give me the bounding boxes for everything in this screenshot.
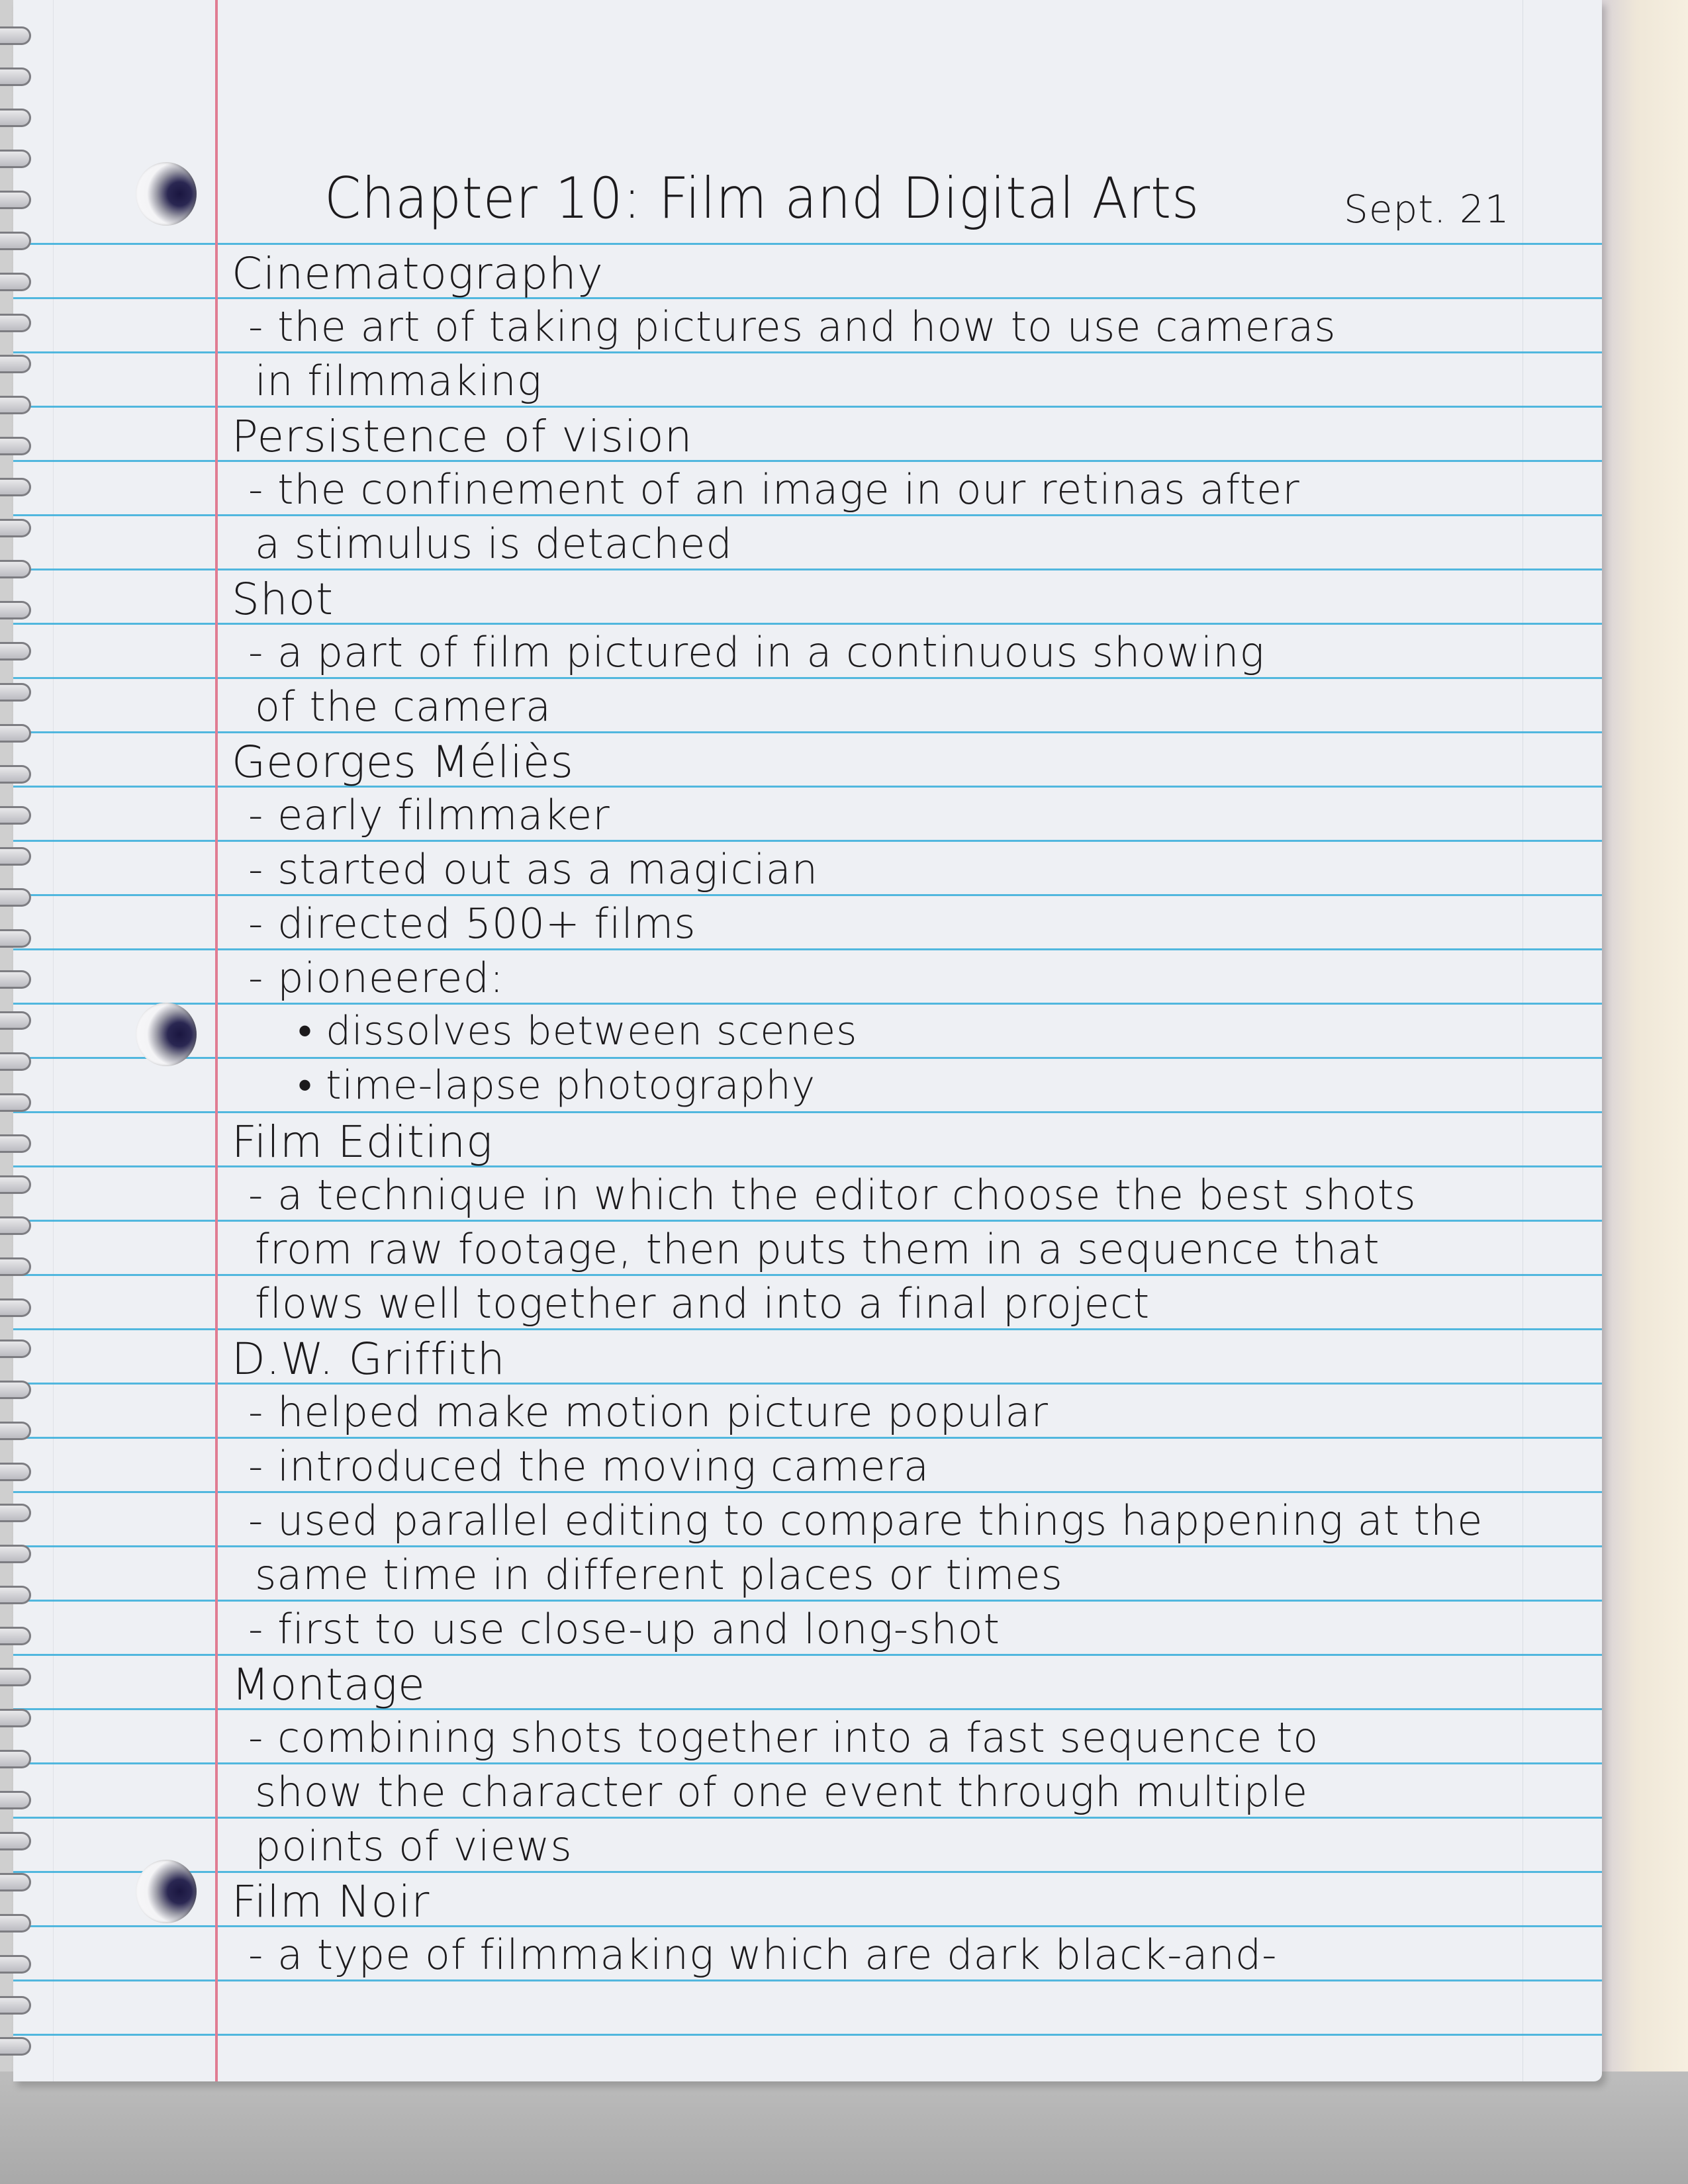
spiral-coil-icon bbox=[0, 1134, 31, 1153]
spiral-coil-icon bbox=[0, 1791, 31, 1809]
note-line: a stimulus is detached bbox=[255, 520, 733, 568]
spiral-coil-icon bbox=[0, 150, 31, 168]
spiral-coil-icon bbox=[0, 437, 31, 455]
spiral-coil-icon bbox=[0, 1175, 31, 1194]
notebook-page bbox=[13, 0, 1602, 2081]
note-line: from raw footage, then puts them in a sequence that bbox=[255, 1225, 1380, 1273]
spiral-coil-icon bbox=[0, 888, 31, 907]
ruled-line bbox=[13, 1491, 1602, 1493]
ruled-line bbox=[13, 948, 1602, 950]
page-edge-guide bbox=[1523, 0, 1602, 2081]
spiral-coil-icon bbox=[0, 601, 31, 619]
ruled-line bbox=[13, 1220, 1602, 1222]
spiral-coil-icon bbox=[0, 970, 31, 989]
spiral-coil-icon bbox=[0, 68, 31, 86]
note-line: - a part of film pictured in a continuous showing bbox=[248, 628, 1265, 676]
spiral-coil-icon bbox=[0, 1381, 31, 1399]
spiral-coil-icon bbox=[0, 273, 31, 291]
ruled-line bbox=[13, 1437, 1602, 1439]
punch-hole-icon bbox=[136, 162, 197, 226]
spiral-coil-icon bbox=[0, 2037, 31, 2056]
spiral-coil-icon bbox=[0, 1955, 31, 1974]
ruled-line bbox=[13, 840, 1602, 842]
spiral-coil-icon bbox=[0, 1504, 31, 1522]
note-line: - the confinement of an image in our retinas after bbox=[248, 465, 1300, 514]
spiral-coil-icon bbox=[0, 519, 31, 537]
ruled-line bbox=[13, 1762, 1602, 1764]
spiral-coil-icon bbox=[0, 1340, 31, 1358]
spiral-coil-icon bbox=[0, 26, 31, 45]
note-line: • time-lapse photography bbox=[298, 1062, 816, 1109]
spiral-binding bbox=[0, 0, 32, 2081]
ruled-line bbox=[13, 1545, 1602, 1547]
spiral-coil-icon bbox=[0, 642, 31, 660]
spiral-coil-icon bbox=[0, 1298, 31, 1317]
note-line: - combining shots together into a fast sequence to bbox=[248, 1713, 1319, 1762]
background-right bbox=[1602, 0, 1688, 2184]
spiral-coil-icon bbox=[0, 1873, 31, 1891]
note-line: - introduced the moving camera bbox=[248, 1442, 929, 1490]
spiral-coil-icon bbox=[0, 1093, 31, 1112]
spiral-coil-icon bbox=[0, 560, 31, 578]
note-line: Film Editing bbox=[232, 1116, 493, 1167]
spiral-coil-icon bbox=[0, 1011, 31, 1030]
note-line: Cinematography bbox=[232, 248, 604, 299]
ruled-line bbox=[13, 1600, 1602, 1602]
ruled-line bbox=[13, 1817, 1602, 1819]
ruled-line bbox=[13, 1328, 1602, 1330]
spiral-coil-icon bbox=[0, 847, 31, 866]
spiral-coil-icon bbox=[0, 1914, 31, 1933]
ruled-line bbox=[13, 1274, 1602, 1276]
spiral-coil-icon bbox=[0, 1052, 31, 1071]
ruled-line bbox=[13, 1979, 1602, 1981]
spiral-coil-icon bbox=[0, 232, 31, 250]
spiral-coil-icon bbox=[0, 314, 31, 332]
spiral-coil-icon bbox=[0, 1832, 31, 1850]
note-line: • dissolves between scenes bbox=[298, 1008, 858, 1054]
spiral-coil-icon bbox=[0, 929, 31, 948]
note-line: - pioneered: bbox=[248, 954, 504, 1002]
spiral-coil-icon bbox=[0, 355, 31, 373]
ruled-line bbox=[13, 406, 1602, 408]
ruled-line bbox=[13, 894, 1602, 896]
note-line: Georges Méliès bbox=[232, 737, 574, 788]
ruled-line bbox=[13, 514, 1602, 516]
ruled-line bbox=[13, 1057, 1602, 1059]
spiral-coil-icon bbox=[0, 683, 31, 702]
spiral-coil-icon bbox=[0, 1216, 31, 1235]
note-line: - started out as a magician bbox=[248, 845, 819, 893]
note-line: - used parallel editing to compare things happening at the bbox=[248, 1496, 1483, 1545]
spiral-coil-icon bbox=[0, 806, 31, 825]
faint-left-guide bbox=[53, 0, 54, 2081]
note-line: Persistence of vision bbox=[232, 411, 693, 462]
ruled-line bbox=[13, 1654, 1602, 1656]
note-line: Shot bbox=[232, 574, 334, 625]
punch-hole-icon bbox=[136, 1860, 197, 1923]
note-line: flows well together and into a final project bbox=[255, 1279, 1150, 1328]
spiral-coil-icon bbox=[0, 1257, 31, 1276]
spiral-coil-icon bbox=[0, 1668, 31, 1686]
note-line: - a technique in which the editor choose the best shots bbox=[248, 1171, 1417, 1219]
note-line: in filmmaking bbox=[255, 357, 542, 405]
note-line: - early filmmaker bbox=[248, 791, 610, 839]
spiral-coil-icon bbox=[0, 1545, 31, 1563]
spiral-coil-icon bbox=[0, 1709, 31, 1727]
spiral-coil-icon bbox=[0, 1463, 31, 1481]
note-line: - a type of filmmaking which are dark black-and- bbox=[248, 1931, 1278, 1979]
note-line: show the character of one event through multiple bbox=[255, 1768, 1309, 1816]
spiral-coil-icon bbox=[0, 724, 31, 743]
page-title: Chapter 10: Film and Digital Arts bbox=[324, 165, 1200, 232]
note-line: - directed 500+ films bbox=[248, 899, 696, 948]
red-margin-line bbox=[215, 0, 218, 2081]
ruled-line bbox=[13, 1871, 1602, 1873]
note-line: - the art of taking pictures and how to use cameras bbox=[248, 302, 1336, 351]
ruled-line bbox=[13, 243, 1602, 245]
spiral-coil-icon bbox=[0, 1996, 31, 2015]
page-date: Sept. 21 bbox=[1344, 187, 1510, 232]
background-bottom bbox=[0, 2071, 1688, 2184]
spiral-coil-icon bbox=[0, 109, 31, 127]
spiral-coil-icon bbox=[0, 478, 31, 496]
spiral-coil-icon bbox=[0, 191, 31, 209]
note-line: points of views bbox=[255, 1822, 573, 1870]
ruled-line bbox=[13, 2034, 1602, 2036]
note-line: D.W. Griffith bbox=[232, 1334, 506, 1385]
ruled-line bbox=[13, 1003, 1602, 1005]
note-line: - helped make motion picture popular bbox=[248, 1388, 1049, 1436]
ruled-line bbox=[13, 1111, 1602, 1113]
note-line: of the camera bbox=[255, 682, 552, 731]
spiral-coil-icon bbox=[0, 1586, 31, 1604]
ruled-line bbox=[13, 569, 1602, 570]
spiral-coil-icon bbox=[0, 765, 31, 784]
note-line: Montage bbox=[232, 1659, 426, 1710]
spiral-coil-icon bbox=[0, 1422, 31, 1440]
ruled-line bbox=[13, 351, 1602, 353]
spiral-coil-icon bbox=[0, 1750, 31, 1768]
note-line: same time in different places or times bbox=[255, 1551, 1063, 1599]
ruled-line bbox=[13, 677, 1602, 679]
punch-hole-icon bbox=[136, 1003, 197, 1066]
spiral-coil-icon bbox=[0, 1627, 31, 1645]
note-line: - first to use close-up and long-shot bbox=[248, 1605, 1000, 1653]
ruled-line bbox=[13, 731, 1602, 733]
note-line: Film Noir bbox=[232, 1876, 430, 1927]
spiral-coil-icon bbox=[0, 396, 31, 414]
